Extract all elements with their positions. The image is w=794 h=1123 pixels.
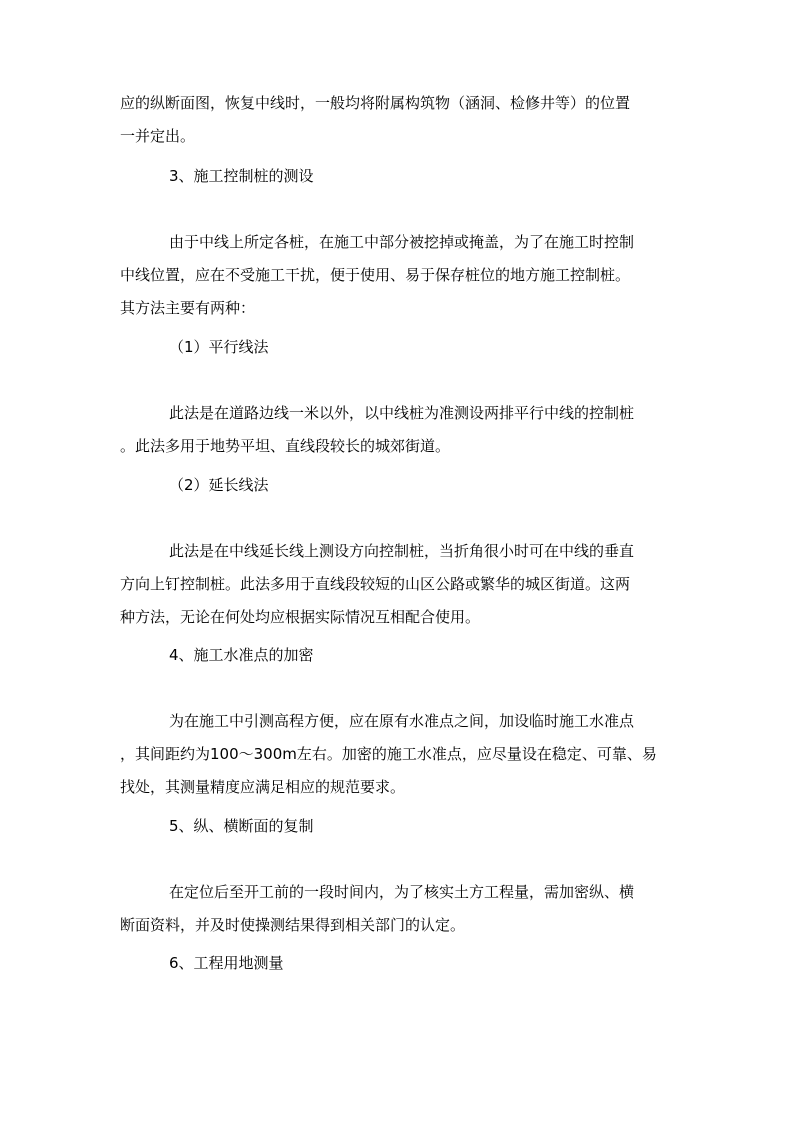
paragraph-parallel-line-line-1: 此法是在道路边线一米以外，以中线桩为准测设两排平行中线的控制桩 xyxy=(169,404,635,422)
paragraph-benchmark-line-1: 为在施工中引测高程方便，应在原有水准点之间，加设临时施工水准点 xyxy=(169,712,635,730)
paragraph-continuation-line-1: 应的纵断面图，恢复中线时，一般均将附属构筑物（涵洞、检修井等）的位置 xyxy=(120,94,631,112)
subheading-extension-line: （2）延长线法 xyxy=(169,476,269,494)
paragraph-cross-sections-line-2: 断面资料，并及时使操测结果得到相关部门的认定。 xyxy=(120,916,466,934)
paragraph-parallel-line-line-2: 。此法多用于地势平坦、直线段较长的城郊街道。 xyxy=(120,437,451,455)
section-heading-6: 6、工程用地测量 xyxy=(169,954,284,972)
paragraph-continuation-line-2: 一并定出。 xyxy=(120,127,196,145)
paragraph-extension-line-line-1: 此法是在中线延长线上测设方向控制桩，当折角很小时可在中线的垂直 xyxy=(169,542,635,560)
paragraph-control-stakes-line-1: 由于中线上所定各桩，在施工中部分被挖掉或掩盖，为了在施工时控制 xyxy=(169,233,635,251)
paragraph-benchmark-line-3: 找处，其测量精度应满足相应的规范要求。 xyxy=(120,778,406,796)
paragraph-extension-line-line-3: 种方法，无论在何处均应根据实际情况互相配合使用。 xyxy=(120,608,481,626)
section-heading-5: 5、纵、横断面的复制 xyxy=(169,817,314,835)
paragraph-control-stakes-line-2: 中线位置，应在不受施工干扰，便于使用、易于保存桩位的地方施工控制桩。 xyxy=(120,266,631,284)
section-heading-4: 4、施工水准点的加密 xyxy=(169,646,314,664)
subheading-parallel-line: （1）平行线法 xyxy=(169,338,269,356)
section-heading-3: 3、施工控制桩的测设 xyxy=(169,167,314,185)
paragraph-cross-sections-line-1: 在定位后至开工前的一段时间内，为了核实土方工程量，需加密纵、横 xyxy=(169,883,635,901)
paragraph-extension-line-line-2: 方向上钉控制桩。此法多用于直线段较短的山区公路或繁华的城区街道。这两 xyxy=(120,575,631,593)
paragraph-benchmark-line-2: ，其间距约为100～300m左右。加密的施工水准点，应尽量设在稳定、可靠、易 xyxy=(120,745,657,763)
paragraph-control-stakes-line-3: 其方法主要有两种： xyxy=(120,299,256,317)
